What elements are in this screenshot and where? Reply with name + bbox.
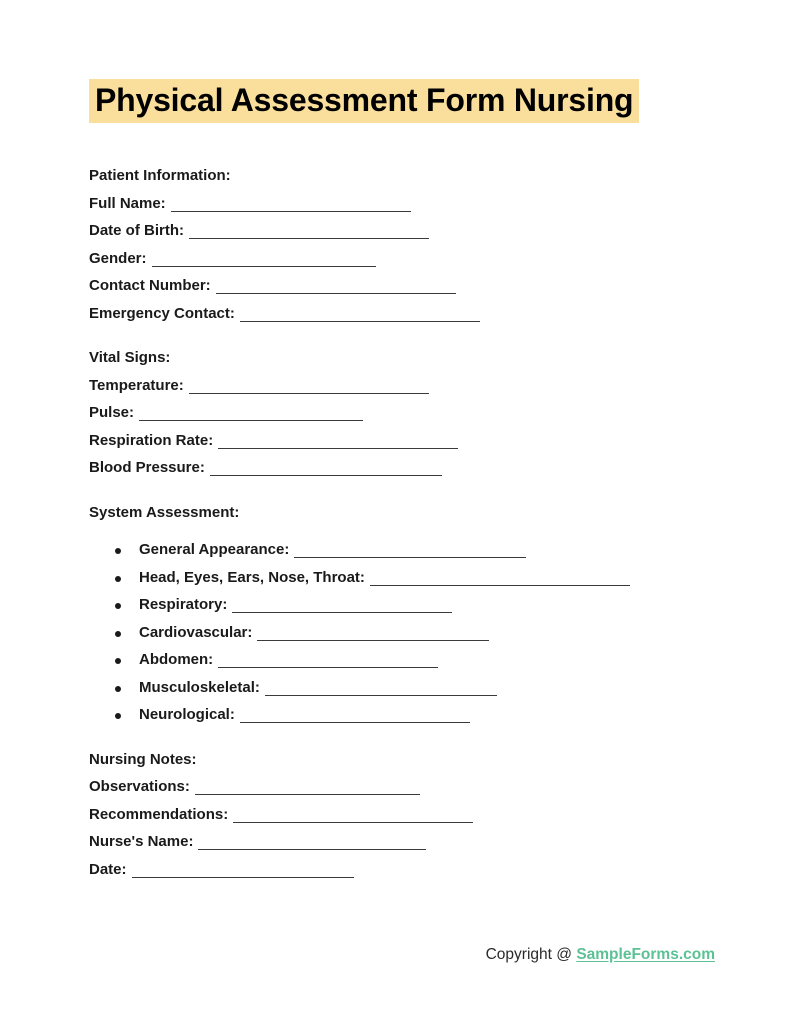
field-label: Pulse: <box>89 404 135 421</box>
item-label: General Appearance: <box>139 541 290 558</box>
list-item-musculoskeletal <box>89 674 715 702</box>
field-blank-rule[interactable] <box>139 420 363 421</box>
item-label: Neurological: <box>139 706 235 723</box>
item-label: Respiratory: <box>139 596 228 613</box>
field-label: Nurse's Name: <box>89 833 194 850</box>
sampleforms-link[interactable]: SampleForms.com <box>576 946 715 963</box>
field-blank-rule[interactable] <box>195 794 420 795</box>
field-blank-rule[interactable] <box>132 877 354 878</box>
field-blood-pressure <box>89 454 715 482</box>
field-blank-rule[interactable] <box>240 321 480 322</box>
field-blank-rule[interactable] <box>216 293 456 294</box>
list-item-general-appearance <box>89 536 715 564</box>
field-blank-rule[interactable] <box>218 448 458 449</box>
system-assessment-heading: System Assessment: <box>89 503 240 521</box>
form-content <box>89 162 715 883</box>
item-label: Abdomen: <box>139 651 214 668</box>
nursing-notes-heading: Nursing Notes: <box>89 750 197 768</box>
bullet-icon <box>115 658 121 664</box>
field-label: Contact Number: <box>89 277 211 294</box>
field-label: Full Name: <box>89 194 166 212</box>
item-blank-rule[interactable] <box>240 722 470 723</box>
field-blank-rule[interactable] <box>233 822 473 823</box>
field-label: Temperature: <box>89 376 184 394</box>
bullet-icon <box>115 686 121 692</box>
vital-signs-heading: Vital Signs: <box>89 349 171 366</box>
footer <box>89 944 715 966</box>
bullet-icon <box>115 713 121 719</box>
page-title-container <box>89 80 714 121</box>
field-label: Respiration Rate: <box>89 431 214 449</box>
section-nursing-notes <box>89 746 715 884</box>
copyright-text: Copyright @ <box>485 946 572 963</box>
patient-information-heading: Patient Information: <box>89 167 231 184</box>
field-blank-rule[interactable] <box>198 849 426 850</box>
list-item-respiratory <box>89 591 715 619</box>
field-label: Emergency Contact: <box>89 304 235 322</box>
field-respiration-rate <box>89 427 715 455</box>
field-label: Date: <box>89 860 127 878</box>
bullet-icon <box>115 576 121 582</box>
item-label: Musculoskeletal: <box>139 678 260 696</box>
field-blank-rule[interactable] <box>189 393 429 394</box>
list-item-neurological <box>89 701 715 729</box>
bullet-icon <box>115 603 121 609</box>
item-blank-rule[interactable] <box>218 667 438 668</box>
field-blank-rule[interactable] <box>171 211 411 212</box>
list-item-heent <box>89 564 715 592</box>
field-blank-rule[interactable] <box>189 238 429 239</box>
field-contact-number <box>89 272 715 300</box>
bullet-icon <box>115 631 121 637</box>
item-label: Head, Eyes, Ears, Nose, Throat: <box>139 568 365 586</box>
field-label: Blood Pressure: <box>89 459 205 476</box>
field-blank-rule[interactable] <box>152 266 376 267</box>
field-label: Date of Birth: <box>89 222 184 239</box>
section-vital-signs <box>89 344 715 482</box>
item-blank-rule[interactable] <box>232 612 452 613</box>
field-observations <box>89 773 715 801</box>
bullet-icon <box>115 548 121 554</box>
section-patient-information <box>89 162 715 327</box>
field-label: Recommendations: <box>89 805 229 823</box>
system-assessment-list <box>89 536 715 729</box>
field-full-name <box>89 190 715 218</box>
field-pulse <box>89 399 715 427</box>
field-emergency-contact <box>89 300 715 328</box>
item-label: Cardiovascular: <box>139 623 253 641</box>
list-item-cardiovascular <box>89 619 715 647</box>
item-blank-rule[interactable] <box>370 585 630 586</box>
item-blank-rule[interactable] <box>265 695 497 696</box>
field-temperature <box>89 372 715 400</box>
field-nurse-name <box>89 828 715 856</box>
item-blank-rule[interactable] <box>257 640 489 641</box>
field-recommendations <box>89 801 715 829</box>
field-gender <box>89 245 715 273</box>
field-label: Gender: <box>89 249 147 267</box>
field-label: Observations: <box>89 778 190 795</box>
item-blank-rule[interactable] <box>294 557 526 558</box>
field-date <box>89 856 715 884</box>
list-item-abdomen <box>89 646 715 674</box>
section-system-assessment <box>89 499 715 729</box>
field-date-of-birth <box>89 217 715 245</box>
field-blank-rule[interactable] <box>210 475 442 476</box>
page-title: Physical Assessment Form Nursing <box>89 79 639 123</box>
